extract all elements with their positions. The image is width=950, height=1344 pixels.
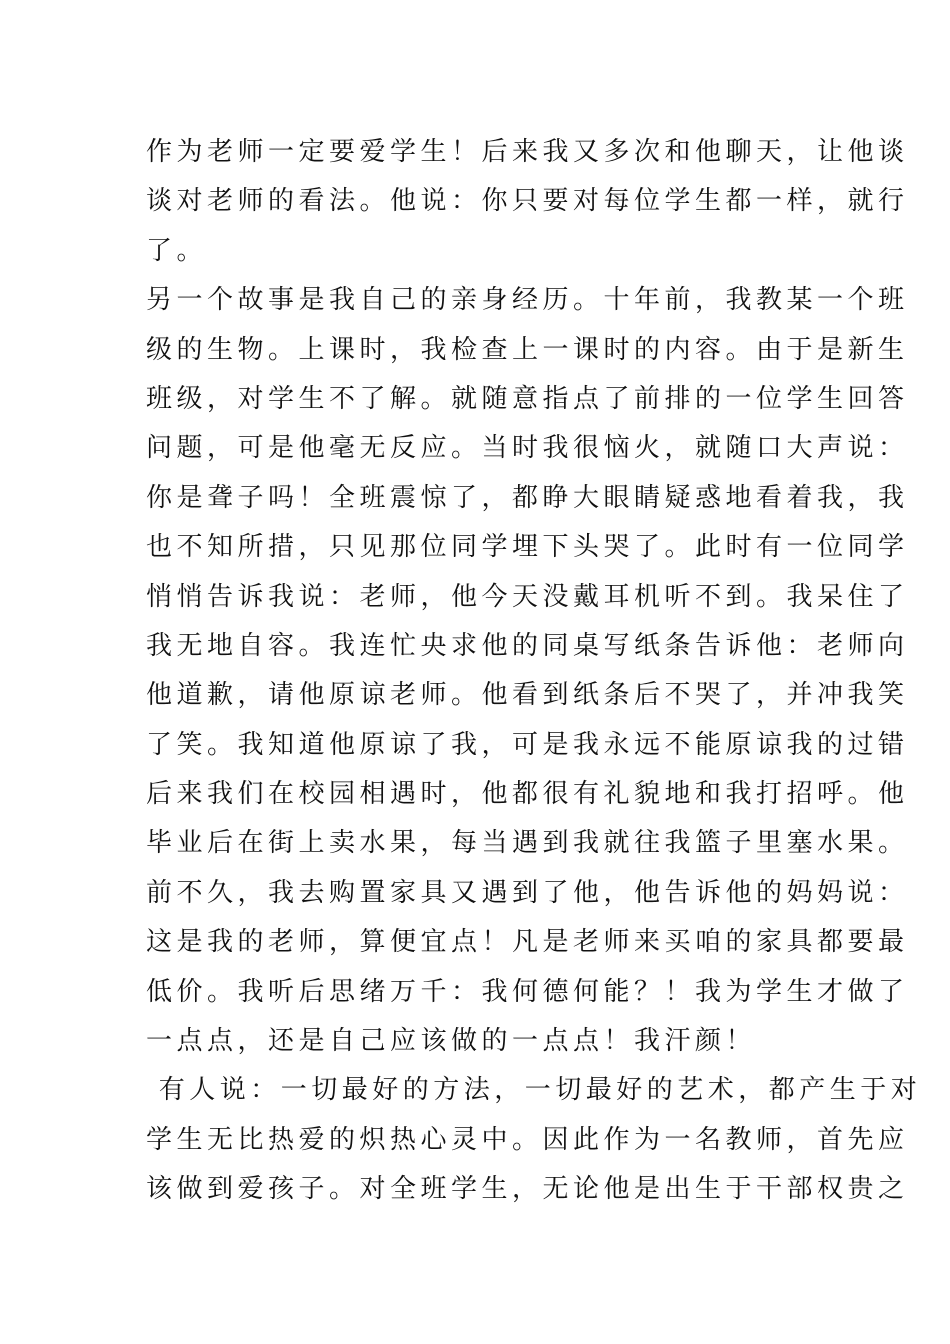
body-text [146, 128, 922, 1215]
text-line: 问题，可是他毫无反应。当时我很恼火，就随口大声说： [146, 433, 909, 464]
text-line: 毕业后在街上卖水果，每当遇到我就往我篮子里塞水果。 [146, 828, 909, 859]
text-line: 了。 [146, 235, 208, 266]
text-line: 悄悄告诉我说：老师，他今天没戴耳机听不到。我呆住了 [146, 581, 909, 612]
text-line: 一点点，还是自己应该做的一点点！我汗颜！ [146, 1026, 757, 1057]
text-line: 有人说：一切最好的方法，一切最好的艺术，都产生于对 [146, 1075, 922, 1106]
text-line: 作为老师一定要爱学生！后来我又多次和他聊天，让他谈 [146, 137, 909, 167]
text-line: 我无地自容。我连忙央求他的同桌写纸条告诉他：老师向 [146, 630, 909, 661]
text-line: 班级，对学生不了解。就随意指点了前排的一位学生回答 [146, 383, 909, 414]
text-line: 你是聋子吗！全班震惊了，都睁大眼睛疑惑地看着我，我 [146, 482, 909, 513]
text-line: 了笑。我知道他原谅了我，可是我永远不能原谅我的过错 [146, 729, 909, 760]
text-line: 后来我们在校园相遇时，他都很有礼貌地和我打招呼。他 [146, 779, 909, 810]
text-line: 另一个故事是我自己的亲身经历。十年前，我教某一个班 [146, 285, 909, 316]
text-line: 也不知所措，只见那位同学埋下头哭了。此时有一位同学 [146, 532, 909, 563]
text-line: 这是我的老师，算便宜点！凡是老师来买咱的家具都要最 [146, 927, 909, 958]
text-line: 谈对老师的看法。他说：你只要对每位学生都一样，就行 [146, 186, 909, 217]
text-line: 该做到爱孩子。对全班学生，无论他是出生于干部权贵之 [146, 1174, 909, 1205]
text-line: 学生无比热爱的炽热心灵中。因此作为一名教师，首先应 [146, 1124, 909, 1155]
text-line: 他道歉，请他原谅老师。他看到纸条后不哭了，并冲我笑 [146, 680, 909, 711]
text-line: 低价。我听后思绪万千：我何德何能？！我为学生才做了 [146, 976, 909, 1007]
text-line: 级的生物。上课时，我检查上一课时的内容。由于是新生 [146, 334, 909, 365]
text-line: 前不久，我去购置家具又遇到了他，他告诉他的妈妈说： [146, 877, 909, 908]
